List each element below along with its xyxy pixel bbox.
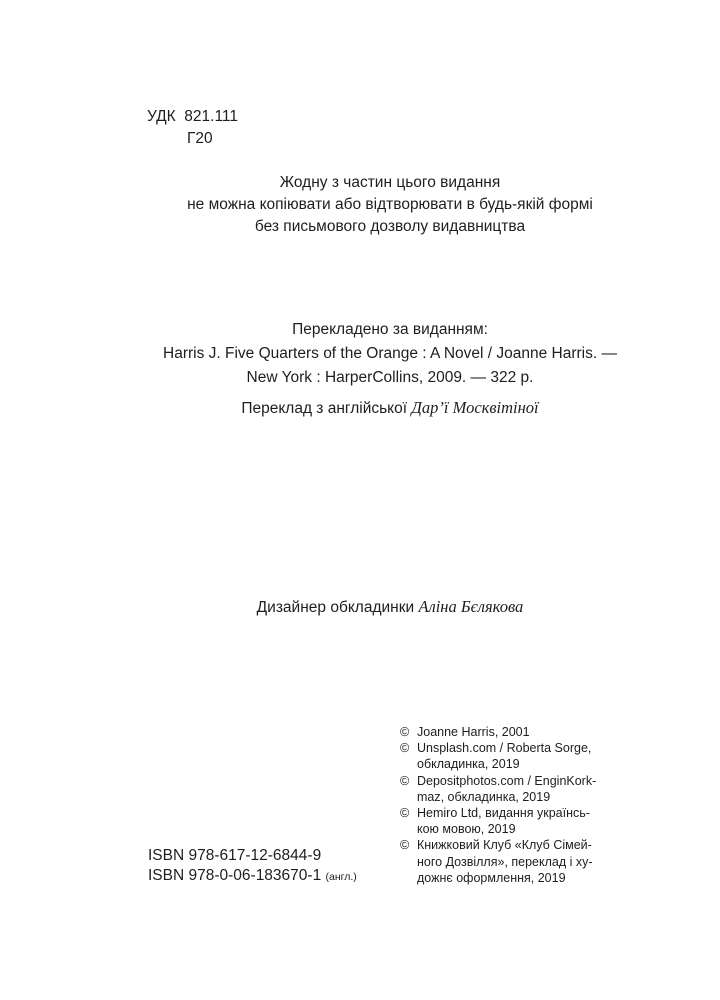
copyright-list bbox=[400, 724, 630, 886]
original-edition-line: New York : HarperCollins, 2009. — 322 p. bbox=[246, 369, 534, 386]
copyright-item bbox=[400, 805, 630, 837]
copyright-text: Unsplash.com / Roberta Sorge, bbox=[417, 741, 592, 756]
copyright-notice bbox=[100, 172, 680, 238]
copyright-icon: © bbox=[400, 725, 410, 739]
isbn-block bbox=[148, 846, 357, 887]
copyright-icon: © bbox=[400, 773, 410, 788]
copyright-item bbox=[400, 740, 630, 772]
notice-line: Жодну з частин цього видання bbox=[279, 174, 501, 191]
copyright-text: дожнє оформлення, 2019 bbox=[417, 870, 566, 885]
cover-designer-credit bbox=[100, 596, 680, 619]
isbn-english-note: (англ.) bbox=[325, 871, 357, 883]
copyright-item bbox=[400, 724, 630, 740]
isbn-ukrainian: ISBN 978-617-12-6844-9 bbox=[148, 847, 322, 864]
translator-name: Дар’ї Москвітіної bbox=[411, 398, 539, 417]
copyright-item bbox=[400, 773, 630, 805]
udk-code: УДК 821.111 bbox=[147, 108, 239, 125]
copyright-item bbox=[400, 837, 630, 886]
designer-label: Дизайнер обкладинки bbox=[256, 599, 419, 616]
copyright-text: Joanne Harris, 2001 bbox=[417, 725, 530, 739]
isbn-english-row bbox=[148, 866, 357, 887]
notice-line: без письмового дозволу видавництва bbox=[254, 218, 526, 235]
translator-label: Переклад з англійської bbox=[241, 400, 412, 417]
author-mark: Г20 bbox=[187, 130, 213, 147]
original-edition-heading: Перекладено за виданням: bbox=[292, 321, 488, 338]
copyright-text: maz, обкладинка, 2019 bbox=[417, 789, 551, 804]
original-edition bbox=[100, 318, 680, 390]
copyright-text: ного Дозвілля», переклад і ху- bbox=[417, 854, 593, 869]
notice-line: не можна копіювати або відтворювати в будь-якій формі bbox=[187, 196, 593, 213]
copyright-text: Hemiro Ltd, видання українсь- bbox=[417, 806, 590, 821]
copyright-text: Depositphotos.com / EnginKork- bbox=[417, 773, 597, 788]
isbn-english: ISBN 978-0-06-183670-1 bbox=[148, 867, 322, 884]
copyright-text: кою мовою, 2019 bbox=[417, 822, 516, 837]
copyright-icon: © bbox=[400, 741, 410, 756]
copyright-text: Книжковий Клуб «Клуб Сімей- bbox=[417, 838, 592, 853]
designer-name: Аліна Бєлякова bbox=[418, 597, 524, 616]
translator-credit bbox=[100, 397, 680, 420]
original-edition-line: Harris J. Five Quarters of the Orange : A Novel / Joanne Harris. — bbox=[163, 345, 617, 362]
udk-block bbox=[147, 106, 238, 150]
copyright-text: обкладинка, 2019 bbox=[417, 757, 520, 772]
copyright-icon: © bbox=[400, 838, 410, 853]
copyright-icon: © bbox=[400, 806, 410, 821]
